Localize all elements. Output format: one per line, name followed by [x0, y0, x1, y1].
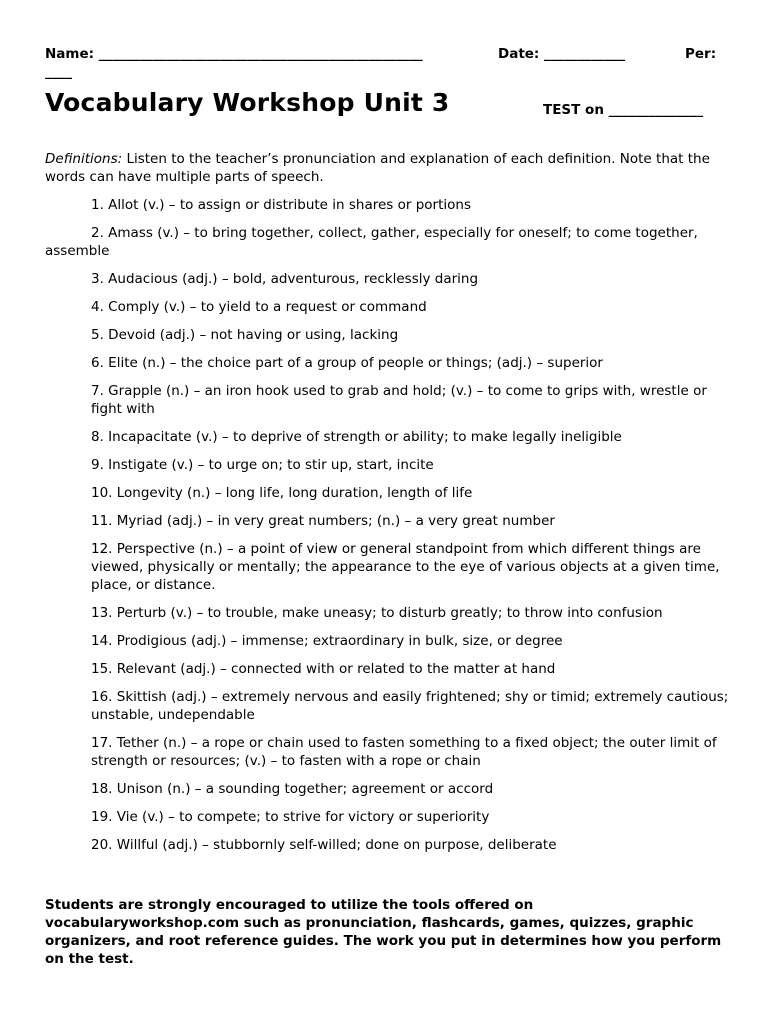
- closing-note: Students are strongly encouraged to utilize the tools offered on vocabularyworkshop.com such as pronunciation, flashcards, games, quizzes, graphic organizers, and root reference guides. The work you put in determines how you perform on the test.: [45, 897, 722, 967]
- definition-item: 18. Unison (n.) – a sounding together; agreement or accord: [91, 781, 494, 797]
- definition-item: 1. Allot (v.) – to assign or distribute in shares or portions: [91, 197, 471, 213]
- definition-item: 3. Audacious (adj.) – bold, adventurous, recklessly daring: [91, 271, 479, 287]
- period-field-label: Per:: [685, 46, 717, 62]
- definition-item: 16. Skittish (adj.) – extremely nervous and easily frightened; shy or timid; extremely cautious; unstable, undependable: [91, 689, 729, 723]
- definition-item: 6. Elite (n.) – the choice part of a group of people or things; (adj.) – superior: [91, 355, 603, 371]
- definitions-instructions: Listen to the teacher’s pronunciation and explanation of each definition. Note that the words can have multiple parts of speech.: [45, 151, 710, 185]
- definition-item: 17. Tether (n.) – a rope or chain used to fasten something to a fixed object; the outer limit of strength or resources; (v.) – to fasten with a rope or chain: [91, 735, 717, 769]
- definition-item: 14. Prodigious (adj.) – immense; extraordinary in bulk, size, or degree: [91, 633, 563, 649]
- period-field-blank: ____: [45, 64, 72, 80]
- test-date-label: TEST on ______________: [543, 102, 704, 118]
- name-field-label: Name: ________________________________________________: [45, 46, 423, 62]
- page-title: Vocabulary Workshop Unit 3: [45, 88, 450, 117]
- definition-item: 15. Relevant (adj.) – connected with or related to the matter at hand: [91, 661, 556, 677]
- definition-item: 7. Grapple (n.) – an iron hook used to grab and hold; (v.) – to come to grips with, wrestle or fight with: [91, 383, 707, 417]
- date-field-label: Date: ____________: [498, 46, 626, 62]
- definition-item: 10. Longevity (n.) – long life, long duration, length of life: [91, 485, 473, 501]
- definition-item: 11. Myriad (adj.) – in very great numbers; (n.) – a very great number: [91, 513, 555, 529]
- definitions-intro: [45, 150, 730, 186]
- definitions-label: Definitions:: [45, 151, 123, 167]
- definition-item: 20. Willful (adj.) – stubbornly self-willed; done on purpose, deliberate: [91, 837, 557, 853]
- definition-item: 5. Devoid (adj.) – not having or using, lacking: [91, 327, 399, 343]
- definition-item: 8. Incapacitate (v.) – to deprive of strength or ability; to make legally ineligible: [91, 429, 622, 445]
- definition-item: 4. Comply (v.) – to yield to a request or command: [91, 299, 427, 315]
- definition-item: 9. Instigate (v.) – to urge on; to stir up, start, incite: [91, 457, 434, 473]
- definitions-list: [45, 196, 730, 864]
- definition-item: 2. Amass (v.) – to bring together, collect, gather, especially for oneself; to come together, assemble: [45, 225, 698, 259]
- definition-item: 13. Perturb (v.) – to trouble, make uneasy; to disturb greatly; to throw into confusion: [91, 605, 663, 621]
- definition-item: 12. Perspective (n.) – a point of view or general standpoint from which different things are viewed, physically or mentally; the appearance to the eye of various objects at a given time, place, or distance.: [91, 541, 720, 593]
- definition-item: 19. Vie (v.) – to compete; to strive for victory or superiority: [91, 809, 490, 825]
